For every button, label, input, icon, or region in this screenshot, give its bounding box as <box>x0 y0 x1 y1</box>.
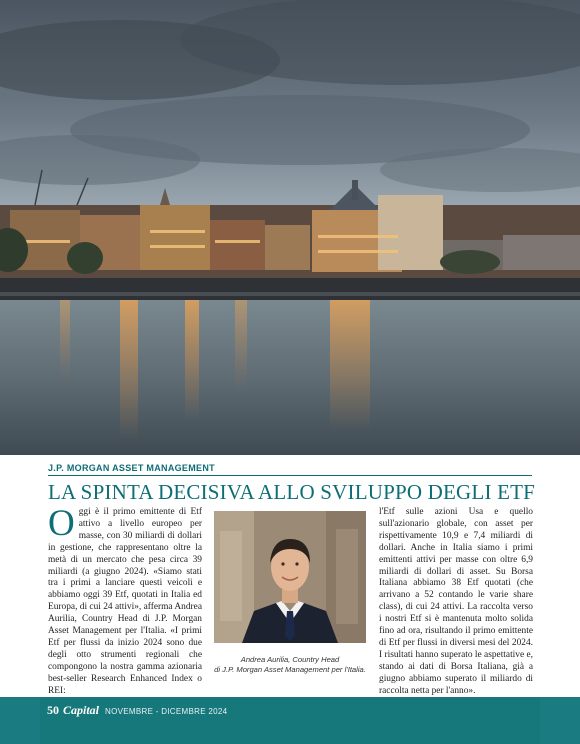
portrait-caption <box>210 655 370 675</box>
magazine-logo: Capital <box>63 703 100 717</box>
issue-date: NOVEMBRE - DICEMBRE 2024 <box>105 707 228 716</box>
column-1-text: ggi è il primo emittente di Etf attivo a livello europeo per masse, con 30 miliardi di dollari in gestione, che rappresentano oltre la metà di un mercato che pesa circa 39 miliardi (a giugno 2024). «Siamo stati tra i primi a lanciare questi veicoli e abbiamo oggi 39 Etf, quotati in Italia ed Europa, di cui 24 attivi», afferma Andrea Aurilia, Country Head di J.P. Morgan Asset Management per l'Italia. «I primi Etf per flussi da inizio 2024 sono due degli otto strumenti regionali che compongono la nostra gamma azionaria best-seller Research Enhanced Index o REI: <box>48 507 202 696</box>
article-headline: LA SPINTA DECISIVA ALLO SVILUPPO DEGLI ETF <box>48 480 536 504</box>
column-2-text: l'Etf sulle azioni Usa e quello sull'azionario globale, con asset per rispettivamente 10,9 e 7,4 miliardi di dollari. Anche in Italia siamo i primi emittenti attivi per masse con oltre 6,9 miliardi di dollari di asset. Su Borsa Italiana abbiamo 38 Etf quotati (che arrivano a 52 contando le varie share class), di cui 24 attivi. La raccolta verso i nostri Etf si è mantenuta molto solida fino ad ora, risultando il primo emittente di Etf per flussi in diversi mesi del 2024. I risultati hanno superato le aspettative e, stando ai dati di Borsa Italiana, già a giugno abbiamo superato il miliardo di raccolta netta per l'anno». <box>379 507 533 696</box>
page-number: 50 <box>47 703 59 717</box>
article-column-2 <box>379 507 533 698</box>
page-footer <box>47 703 227 718</box>
section-kicker: J.P. MORGAN ASSET MANAGEMENT <box>48 463 215 473</box>
caption-line-1: Andrea Aurilia, Country Head <box>240 655 340 664</box>
caption-line-2: di J.P. Morgan Asset Management per l'Italia. <box>214 665 366 674</box>
portrait-photo <box>214 511 366 643</box>
article-column-1 <box>48 503 202 698</box>
drop-cap: O <box>48 503 75 544</box>
kicker-divider <box>48 475 532 476</box>
